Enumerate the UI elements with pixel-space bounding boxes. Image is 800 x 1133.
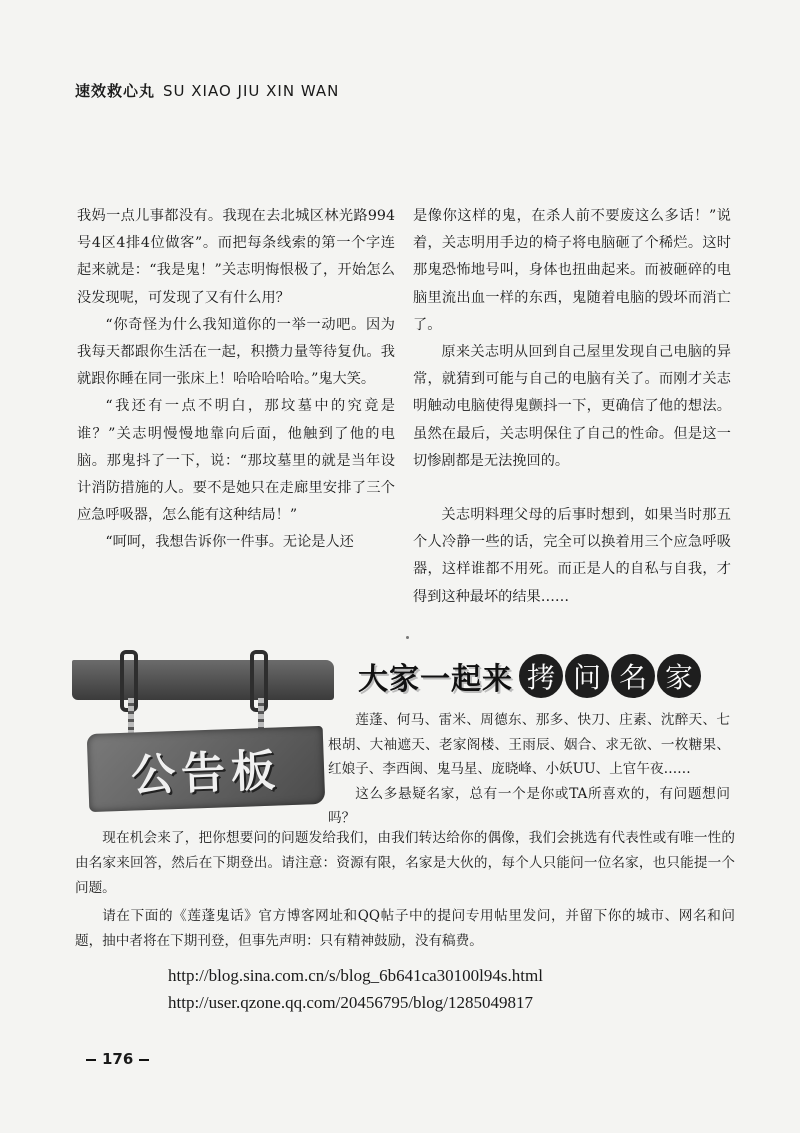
- dash: [139, 1059, 149, 1061]
- notice-body: [75, 826, 735, 954]
- right-column: [413, 203, 731, 611]
- page-number: [80, 1050, 155, 1068]
- author-names: [328, 708, 730, 831]
- circled-char: 拷: [517, 652, 565, 700]
- blog-link-sina[interactable]: http://blog.sina.com.cn/s/blog_6b641ca30100l94s.html: [168, 966, 543, 985]
- circled-char: 家: [655, 652, 703, 700]
- notice-board-illustration: [60, 640, 350, 820]
- wooden-beam: [72, 660, 334, 700]
- decorative-dot: [406, 636, 409, 639]
- page-number-value: 176: [102, 1050, 134, 1068]
- paragraph: 请在下面的《莲蓬鬼话》官方博客网址和QQ帖子中的提问专用帖里发问，并留下你的城市、网名和问题，抽中者将在下期刊登，但事先声明：只有精神鼓励，没有稿费。: [75, 908, 735, 949]
- paragraph: “你奇怪为什么我知道你的一举一动吧。因为我每天都跟你生活在一起，积攒力量等待复仇。我就跟你睡在同一张床上！哈哈哈哈哈。”鬼大笑。: [77, 316, 395, 388]
- paragraph: “呵呵，我想告诉你一件事。无论是人还: [105, 534, 354, 551]
- paragraph: 关志明料理父母的后事时想到，如果当时那五个人冷静一些的话，完全可以换着用三个应急呼吸器，这样谁都不用死。而正是人的自私与自我，才得到这种最坏的结果……: [413, 507, 731, 605]
- paragraph: “我还有一点不明白，那坟墓中的究竟是谁？”关志明慢慢地靠向后面，他触到了他的电脑。那鬼抖了一下，说：“那坟墓里的就是当年设计消防措施的人。要不是她只在走廊里安排了三个应急呼吸器，怎么能有这种结局！”: [77, 398, 395, 524]
- left-column: [77, 203, 395, 557]
- notice-board: [87, 726, 326, 812]
- circled-char: 名: [609, 652, 657, 700]
- notice-board-label: 公告板: [130, 745, 283, 802]
- running-head: [75, 80, 339, 101]
- paragraph: 原来关志明从回到自己屋里发现自己电脑的异常，就猜到可能与自己的电脑有关了。而刚才关志明触动电脑使得鬼颤抖一下，更确信了他的想法。虽然在最后，关志明保住了自己的性命。但是这一切惨剧都是无法挽回的。: [413, 344, 731, 469]
- blog-links: [168, 962, 688, 1016]
- running-head-cn: 速效救心丸: [75, 82, 156, 100]
- feature-heading-main: 大家一起来: [358, 662, 513, 697]
- names-list: 莲蓬、何马、雷米、周德东、那多、快刀、庄素、沈醉天、七根胡、大袖遮天、老家阁楼、王雨辰、姻合、求无欲、一枚糖果、红娘子、李西闽、鬼马星、庞晓峰、小妖UU、上官午夜……: [328, 712, 730, 778]
- names-question: 这么多悬疑名家，总有一个是你或TA所喜欢的，有问题想问吗？: [328, 785, 730, 827]
- paragraph: 是像你这样的鬼，在杀人前不要废这么多话！”说着，关志明用手边的椅子将电脑砸了个稀烂。这时那鬼恐怖地号叫，身体也扭曲起来。而被砸碎的电脑里流出血一样的东西，鬼随着电脑的毁坏而消亡了。: [413, 208, 731, 333]
- feature-heading-circles: [519, 652, 703, 700]
- running-head-latin: SU XIAO JIU XIN WAN: [163, 82, 340, 100]
- blog-link-qzone[interactable]: http://user.qzone.qq.com/20456795/blog/1285049817: [168, 993, 534, 1012]
- circled-char: 问: [563, 652, 611, 700]
- paragraph: 我妈一点儿事都没有。我现在去北城区林光路994号4区4排4位做客”。而把每条线索的第一个字连起来就是：“我是鬼！”关志明悔恨极了，开始怎么没发现呢，可发现了又有什么用？: [77, 208, 395, 306]
- paragraph: 现在机会来了，把你想要问的问题发给我们，由我们转达给你的偶像，我们会挑选有代表性或有唯一性的由名家来回答，然后在下期登出。请注意：资源有限，名家是大伙的，每个人只能问一位名家，也只能提一个问题。: [75, 830, 735, 896]
- feature-heading: [358, 650, 703, 702]
- dash: [86, 1059, 96, 1061]
